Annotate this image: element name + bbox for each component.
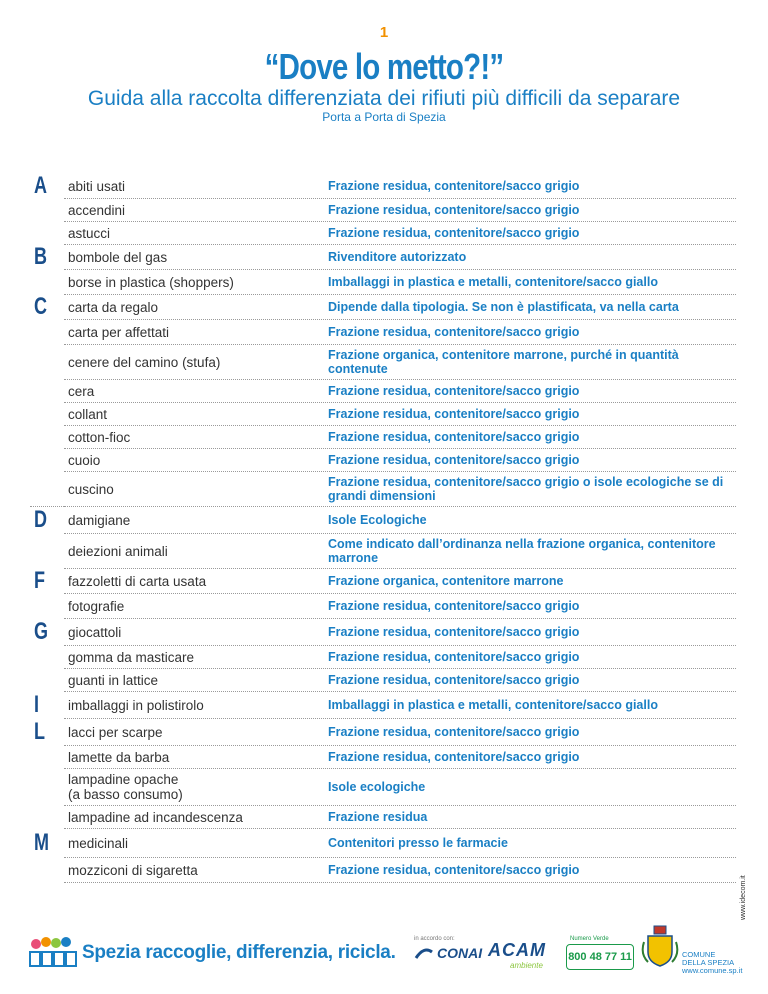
disposal-destination: Frazione residua, contenitore/sacco grigio [328,750,580,764]
waste-item: cenere del camino (stufa) [68,354,221,370]
table-row [64,449,736,472]
comune-crest-icon [640,922,680,970]
disposal-destination: Frazione residua, contenitore/sacco grigio [328,226,580,240]
waste-guide-table [34,172,736,883]
disposal-destination: Isole ecologiche [328,780,426,794]
table-row [64,380,736,403]
table-row [64,320,736,345]
numero-verde-phone: 800 48 77 11 [566,944,634,970]
disposal-destination: Frazione residua, contenitore/sacco grigio [328,453,580,467]
disposal-destination: Contenitori presso le farmacie [328,836,508,850]
waste-item: giocattoli [68,624,122,640]
letter-heading: D [34,506,48,533]
side-url: www.idecom.it [740,875,747,920]
table-row [64,270,736,295]
disposal-destination: Frazione residua, contenitore/sacco grigio o isole ecologiche se di grandi dimensioni [328,475,724,503]
conai-logo: CONAI [414,944,482,962]
numero-verde-badge: Numero Verde 800 48 77 11 [566,944,634,970]
disposal-destination: Frazione residua, contenitore/sacco grigio [328,407,580,421]
waste-item: cuoio [68,452,101,468]
disposal-destination: Frazione residua, contenitore/sacco grigio [328,179,580,193]
disposal-destination: Frazione residua, contenitore/sacco grigio [328,384,580,398]
waste-item: carta da regalo [68,299,159,315]
disposal-destination: Dipende dalla tipologia. Se non è plastificata, va nella carta [328,300,679,314]
page-title: “Dove lo metto?!” [264,46,504,87]
waste-item: accendini [68,202,126,218]
disposal-destination: Imballaggi in plastica e metalli, contenitore/sacco giallo [328,698,658,712]
letter-heading: G [34,618,49,645]
waste-item: carta per affettati [68,324,170,340]
waste-item: borse in plastica (shoppers) [68,274,234,290]
table-row [34,829,736,858]
table-row [64,222,736,245]
comune-label: COMUNE DELLA SPEZIA www.comune.sp.it [682,950,743,975]
waste-item: lampadine ad incandescenza [68,809,243,825]
letter-heading: B [34,243,48,270]
table-row [64,858,736,883]
acam-logo: ACAM ambiente [488,940,546,970]
waste-item: cera [68,383,95,399]
letter-heading: L [34,718,46,745]
waste-item: collant [68,406,108,422]
table-row [34,243,736,270]
table-row [64,594,736,619]
waste-item: cotton-fioc [68,429,131,445]
disposal-destination: Frazione residua, contenitore/sacco grigio [328,863,580,877]
table-row [64,403,736,426]
letter-heading: F [34,567,46,594]
table-row [34,618,736,646]
table-row [64,746,736,769]
table-row [34,172,736,199]
waste-item: medicinali [68,835,129,851]
waste-item: damigiane [68,512,131,528]
disposal-destination: Frazione organica, contenitore marrone [328,574,564,588]
disposal-destination: Come indicato dall’ordinanza nella frazione organica, contenitore marrone [328,537,716,565]
table-row [34,506,736,534]
table-row [34,293,736,320]
page-subsubtitle: Porta a Porta di Spezia [322,110,446,124]
disposal-destination: Frazione residua, contenitore/sacco grigio [328,650,580,664]
waste-item: abiti usati [68,178,126,194]
table-row [64,646,736,669]
table-row [64,426,736,449]
disposal-destination: Frazione residua, contenitore/sacco grigio [328,325,580,339]
accordo-label: in accordo con: [414,936,455,942]
waste-item: fotografie [68,598,125,614]
waste-item: bombole del gas [68,249,168,265]
disposal-destination: Frazione residua, contenitore/sacco grigio [328,203,580,217]
waste-item: astucci [68,225,111,241]
waste-item: deiezioni animali [68,543,168,559]
disposal-destination: Frazione residua, contenitore/sacco grigio [328,725,580,739]
letter-heading: I [34,691,40,718]
disposal-destination: Frazione residua, contenitore/sacco grigio [328,625,580,639]
page-number: 1 [379,24,389,41]
table-row [64,669,736,692]
waste-item: gomma da masticare [68,649,195,665]
letter-heading: C [34,293,48,320]
disposal-destination: Frazione residua, contenitore/sacco grigio [328,430,580,444]
waste-item: lamette da barba [68,749,170,765]
waste-item: lampadine opache (a basso consumo) [68,772,183,802]
waste-item: lacci per scarpe [68,724,163,740]
disposal-destination: Frazione residua, contenitore/sacco grigio [328,599,580,613]
table-row [64,345,736,380]
table-row [64,769,736,806]
letter-heading: A [34,172,48,199]
table-row [64,199,736,222]
page-subtitle: Guida alla raccolta differenziata dei rifiuti più difficili da separare [87,87,681,110]
footer-slogan: Spezia raccoglie, differenzia, ricicla. [82,942,396,963]
disposal-destination: Rivenditore autorizzato [328,250,467,264]
disposal-destination: Imballaggi in plastica e metalli, contenitore/sacco giallo [328,275,658,289]
waste-item: guanti in lattice [68,672,159,688]
disposal-destination: Frazione residua [328,810,428,824]
table-row [64,534,736,569]
waste-item: imballaggi in polistirolo [68,697,204,713]
disposal-destination: Frazione organica, contenitore marrone, purché in quantità contenute [328,348,679,376]
recycling-bins-logo [28,936,78,970]
letter-heading: M [34,829,49,856]
table-row [34,567,736,594]
table-row [64,806,736,829]
waste-item: cuscino [68,481,114,497]
disposal-destination: Isole Ecologiche [328,513,427,527]
table-row [34,718,736,746]
disposal-destination: Frazione residua, contenitore/sacco grigio [328,673,580,687]
waste-item: mozziconi di sigaretta [68,862,198,878]
waste-item: fazzoletti di carta usata [68,573,207,589]
table-row [34,691,736,719]
table-row [64,472,736,507]
